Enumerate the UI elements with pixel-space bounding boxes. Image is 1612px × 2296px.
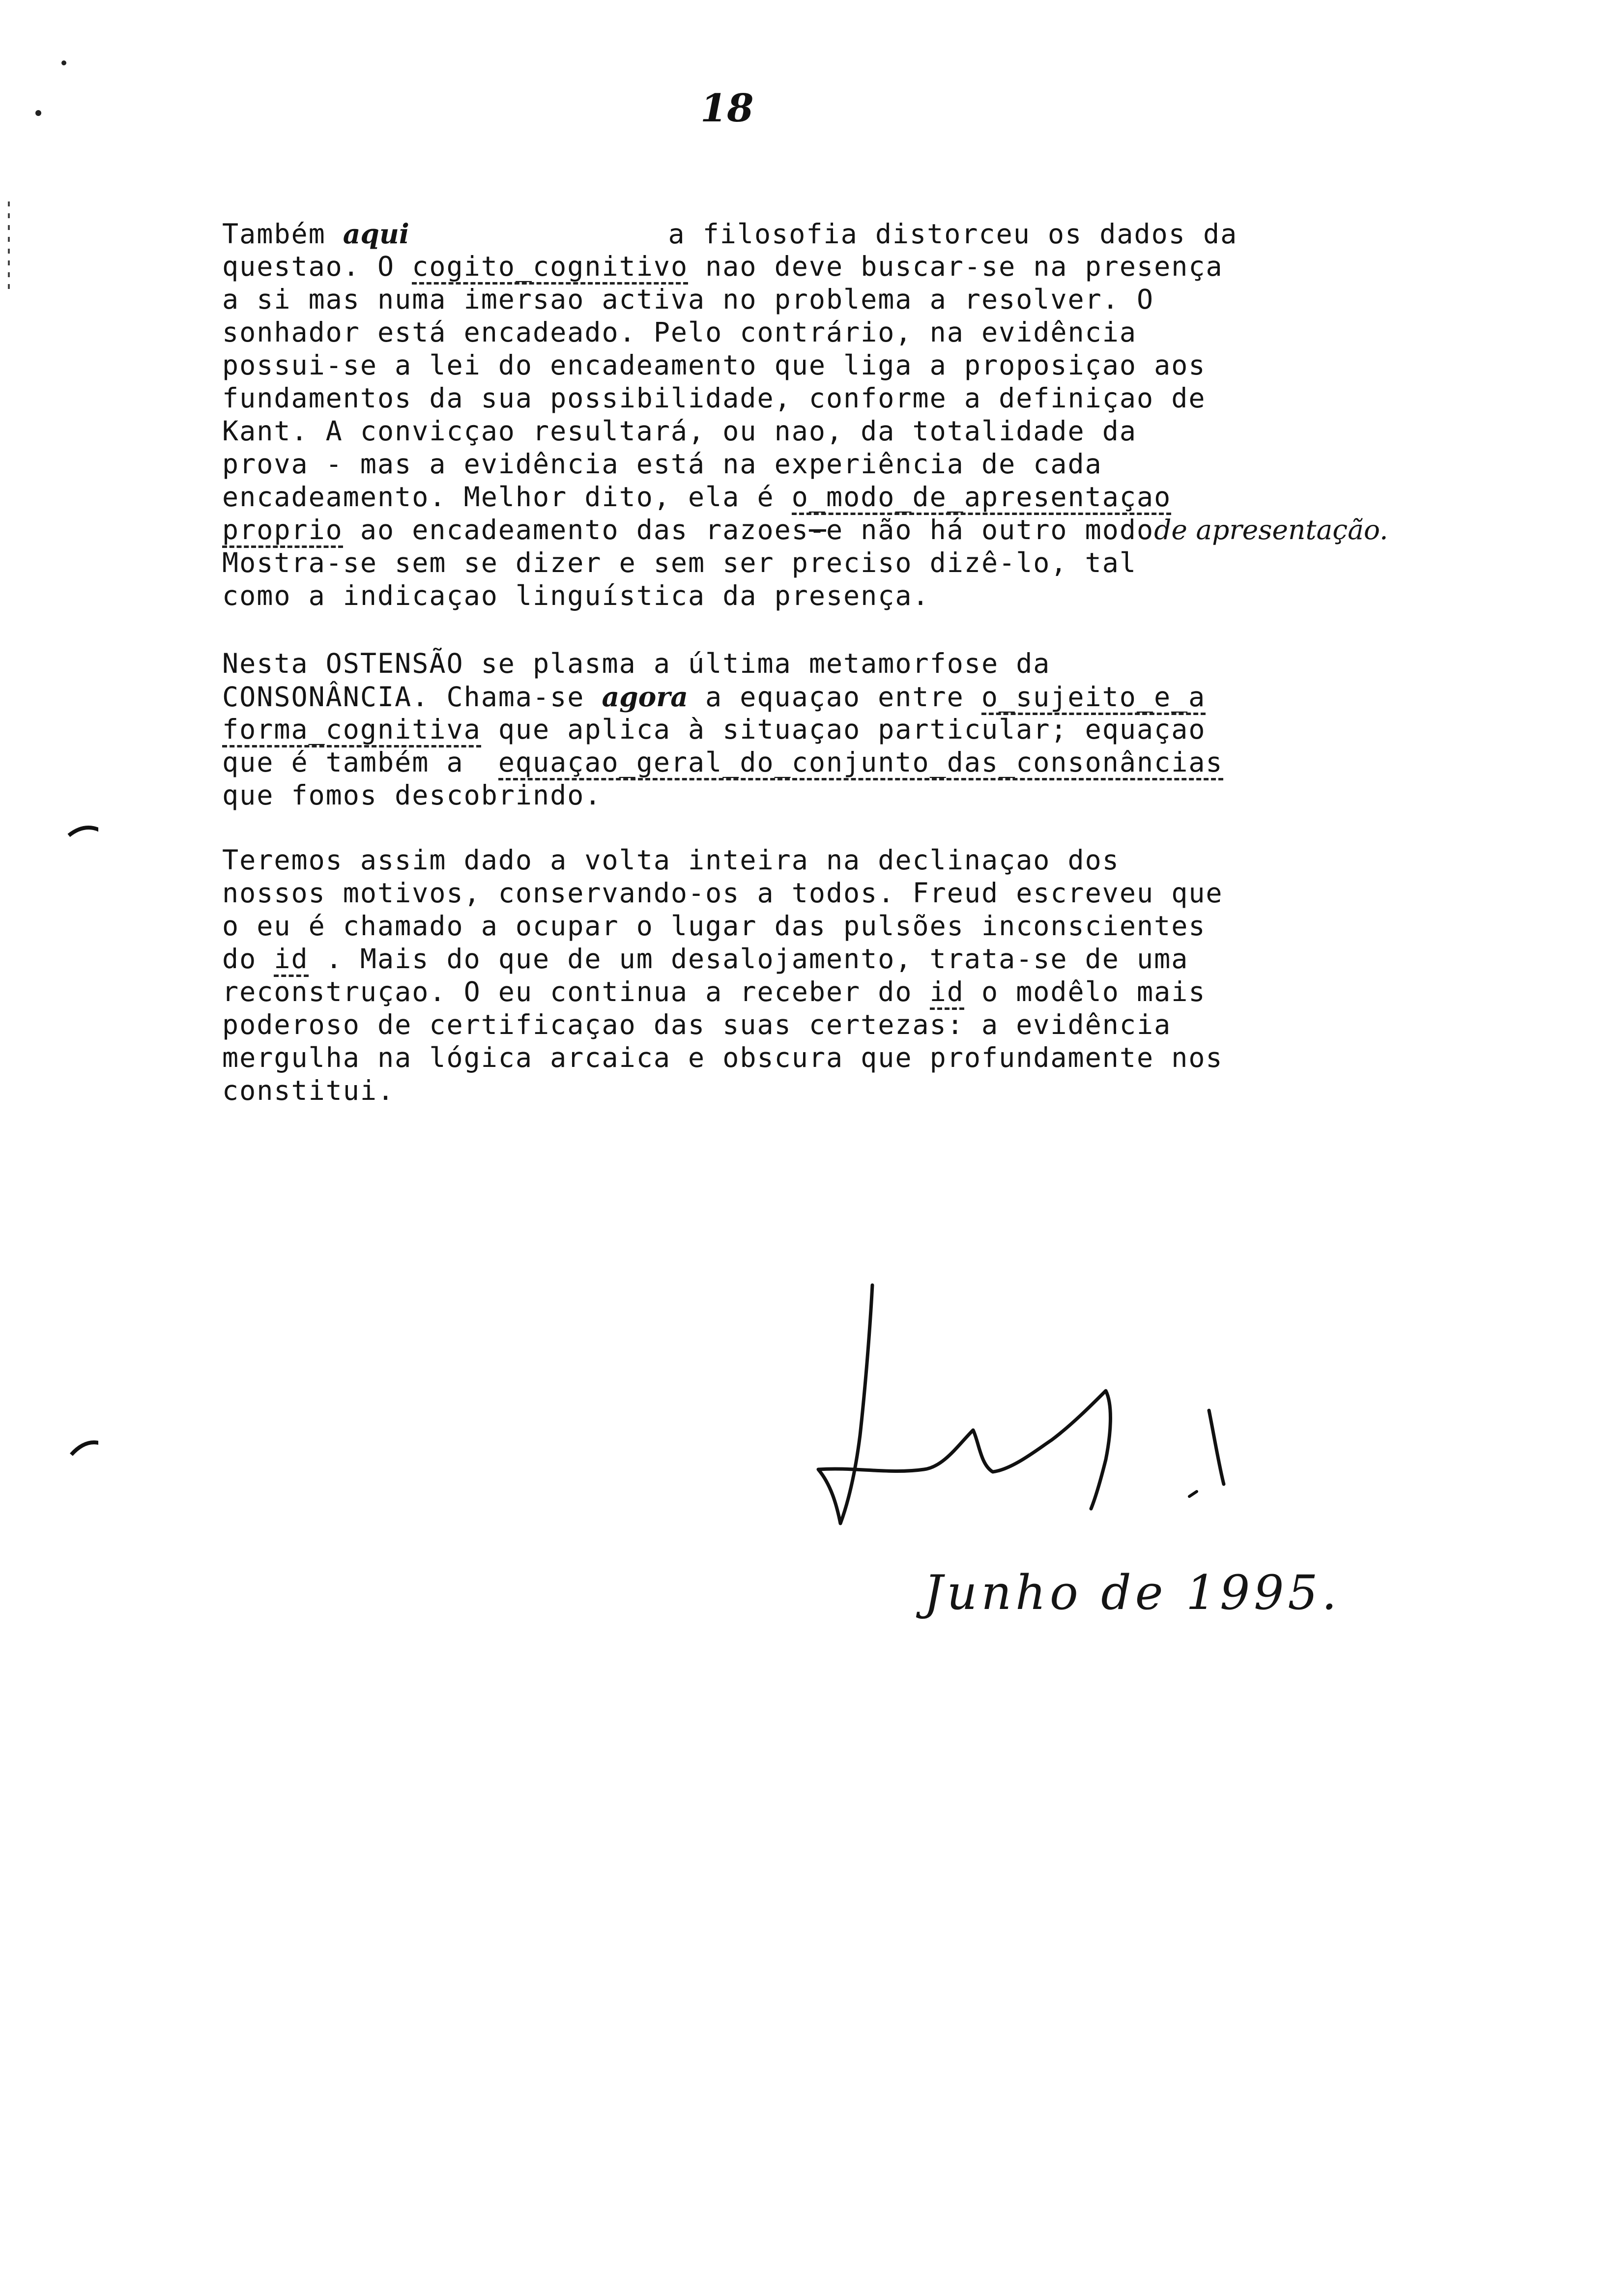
text-segment: questao. O [222, 251, 412, 282]
text-segment: fundamentos da sua possibilidade, conforme a definiçao de [222, 382, 1206, 414]
text-line [222, 680, 1480, 713]
text-line [222, 1008, 1480, 1041]
margin-marks [0, 0, 98, 1523]
text-line [222, 514, 1480, 546]
text-line [222, 316, 1480, 349]
paragraph-1 [222, 217, 1480, 612]
text-segment: Kant. A convicçao resultará, ou nao, da totalidade da [222, 415, 1137, 447]
text-segment: que é também a [222, 746, 498, 778]
underlined-phrase: o_modo_de_apresentaçao [792, 481, 1171, 515]
text-line [222, 382, 1480, 415]
text-segment: Nesta OSTENSÃO se plasma a última metamorfose da [222, 648, 1051, 679]
underlined-phrase: equaçao_geral_do_conjunto_das_consonâncias [498, 746, 1223, 780]
text-segment: ao encadeamento das razoes [343, 514, 809, 545]
text-segment: poderoso de certificaçao das suas certezas: a evidência [222, 1009, 1172, 1040]
text-segment: o modêlo mais [964, 976, 1206, 1007]
text-line [222, 283, 1480, 316]
text-line [222, 448, 1480, 481]
text-segment: a equaçao entre [688, 681, 981, 713]
text-segment: reconstruçao. O eu continua a receber do [222, 976, 930, 1007]
text-line [222, 481, 1480, 514]
text-line [222, 647, 1480, 680]
text-segment: nao deve buscar-se na presença [688, 251, 1223, 282]
text-line [222, 713, 1480, 746]
text-segment: mergulha na lógica arcaica e obscura que profundamente nos [222, 1042, 1223, 1073]
page-number: 18 [700, 86, 754, 131]
text-segment: que fomos descobrindo. [222, 779, 602, 811]
text-line [222, 579, 1480, 612]
text-segment: e não há outro modo [826, 514, 1154, 545]
handwritten-insertion: de apresentação. [1154, 514, 1388, 545]
text-line [222, 415, 1480, 448]
handwritten-insertion: aqui [343, 218, 409, 250]
text-segment: nossos motivos, conservando-os a todos. Freud escreveu que [222, 877, 1223, 909]
text-line [222, 877, 1480, 910]
text-segment: Teremos assim dado a volta inteira na declinaçao dos [222, 844, 1120, 876]
text-segment: do [222, 943, 274, 975]
text-line [222, 746, 1480, 779]
text-segment: sonhador está encadeado. Pelo contrário, na evidência [222, 316, 1137, 348]
text-line [222, 250, 1480, 283]
handwritten-signature [796, 1273, 1297, 1548]
text-segment: o eu é chamado a ocupar o lugar das pulsões inconscientes [222, 910, 1206, 942]
text-segment: Mostra-se sem se dizer e sem ser preciso dizê-lo, tal [222, 547, 1137, 578]
text-line [222, 1074, 1480, 1107]
struck-out-text: - [808, 514, 826, 545]
text-segment: prova - mas a evidência está na experiência de cada [222, 448, 1102, 480]
text-segment: possui-se a lei do encadeamento que liga a proposiçao aos [222, 349, 1206, 381]
text-segment: como a indicaçao linguística da presença. [222, 580, 930, 611]
text-line [222, 943, 1480, 976]
text-segment: CONSONÂNCIA. Chama-se [222, 681, 602, 713]
underlined-phrase: id [274, 943, 308, 977]
text-segment: . Mais do que de um desalojamento, trata-se de uma [308, 943, 1189, 975]
text-segment: encadeamento. Melhor dito, ela é [222, 481, 792, 513]
text-segment: Também [222, 218, 343, 250]
underlined-phrase: cogito_cognitivo [412, 251, 688, 285]
handwritten-date: Junho de 1995. [924, 1565, 1341, 1620]
text-segment: constitui. [222, 1075, 395, 1106]
text-line [222, 844, 1480, 877]
text-line [222, 349, 1480, 382]
text-line [222, 217, 1480, 250]
text-segment: a si mas numa imersao activa no problema a resolver. O [222, 284, 1154, 315]
handwritten-insertion: agora [602, 681, 688, 713]
text-segment: que aplica à situaçao particular; equaçao [481, 714, 1206, 745]
text-line [222, 546, 1480, 579]
text-line [222, 779, 1480, 812]
paragraph-3 [222, 844, 1480, 1107]
text-segment: a filosofia distorceu os dados da [409, 218, 1238, 250]
underlined-phrase: id [930, 976, 964, 1010]
underlined-phrase: forma_cognitiva [222, 714, 481, 747]
text-line [222, 910, 1480, 943]
underlined-phrase: o_sujeito_e_a [981, 681, 1206, 715]
paragraph-2 [222, 647, 1480, 812]
underlined-phrase: proprio [222, 514, 343, 548]
text-line [222, 976, 1480, 1008]
text-line [222, 1041, 1480, 1074]
